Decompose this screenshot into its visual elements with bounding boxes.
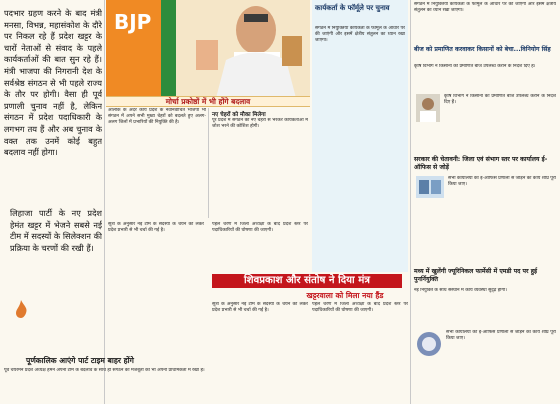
middle-lower-text-2: पहले चरण में जिला अध्यक्षों के बाद प्रदेश स्तर पर पदाधिकारियों की घोषणा की जाएगी। — [312, 302, 408, 314]
right-body-a: संगठन में नियुक्तियां कार्यकर्ता के फॉर्मूले के आधार पर की जाएंगी और इसमें क्षेत्रीय संतुलन का ध्यान रखा जाएगा। — [315, 26, 405, 44]
middle-inner-divider — [208, 108, 209, 218]
lead-photo — [106, 0, 310, 98]
right-head-a: कार्यकर्ता के फॉर्मूले पर चुनाव — [315, 4, 390, 12]
left-lead-text-2: लिहाजा पार्टी के नए प्रदेश हेमंत खट्टर में भेजने सबसे नई टीम में सदस्यों के सिलेक्शन की प्रक्रिया के चरणों की रखी हैं। — [10, 208, 102, 290]
flame-icon — [14, 300, 28, 318]
middle-body-b: पूरे प्रदेश में संगठन को नए चेहरों से भरकर कार्यकर्ताओं में जोश भरने की कोशिश होगी। — [212, 118, 308, 130]
middle-banner: शिवप्रकाश और संतोष ने दिया मंत्र — [212, 274, 402, 288]
far-right-head-d: मध्य में खुलेंगी ज्यूरिनिकल फार्मेसी में एमडी पद पर हुई पुनर्नियुक्ति — [414, 268, 538, 283]
far-right-body-b: कृषि विभाग ने किसानों को प्रमाणित बीज उपलब्ध कराने के निर्देश दिए हैं। — [414, 64, 536, 69]
party-logo-text: BJP — [114, 10, 152, 34]
far-right-body-c: सभी कार्यालयों को ई-ऑफिस प्रणाली से जोड़ने का कार्य शीघ्र पूरा किया जाए। — [448, 176, 556, 188]
left-lead-text: पदभार ग्रहण करने के बाद मंत्री मनसा, विभन्न, महासंकोश के दौरे पर निकल रहे हैं प्रदेश खट्टर के चारों नेताओं से संवाद के पहले कार्यकर्ताओं की बात सुन रहे हैं। मंत्री भाजपा की निगरानी देश के सर्वश्रेष्ठ संगठन से भी पहले राज्य के तौर पर होगी। वैसा ही पूर्व प्रणाली चुनाव नहीं है, लेकिन संगठन में प्रदेश पदाधिकारी के लगभग तय हैं और अब चुनाव के वक्त तक उनमें कोई बहुत बदलाव नहीं होगा। — [4, 8, 102, 158]
office-photo — [416, 176, 444, 198]
middle-body-a: आलोक के अंदर कार्य प्रदेश के नवनिर्वाचित भाजपा भी संगठन में अपने सभी मुख्य चेहरों को बदलते हुए अलग-अलग जिलों में प्रभारियों की नियुक्ति की है। — [108, 108, 206, 126]
left-bottom-text: पूर्व चेयरमैन प्रदेश अध्यक्ष हमने अपनी टीम के बदलाव के साथ ही संगठन की मजबूती को भी अपनी प्राथमिकता में रखा है। — [4, 368, 205, 373]
middle-sub-banner: खट्टरवाला को मिला नया हैंड — [306, 291, 384, 300]
right-divider — [410, 0, 411, 404]
far-right-head-b: बीज को प्रमाणित करवाकर किसानों को बेचा...विनियोग सिंह — [414, 46, 551, 53]
middle-body-c: सूत्रों के अनुसार नई टीम के सदस्यों के चयन को लेकर प्रदेश प्रभारी से भी चर्चा की गई है। — [108, 222, 204, 234]
portrait-photo — [416, 94, 440, 122]
emblem-photo — [416, 330, 442, 358]
middle-subhead: नए चेहरों को मौका मिलेगा — [212, 112, 266, 118]
far-right-body-d: नई नियुक्ति के साथ संस्थान में कार्य व्यवस्था सुदृढ़ होगी। — [414, 288, 507, 293]
far-right-body-b2: कृषि विभाग ने किसानों को प्रमाणित बीज उपलब्ध कराने के निर्देश दिए हैं। — [444, 94, 556, 106]
photo-caption: मोर्चा प्रकोष्ठों में भी होंगे बदलाव — [106, 96, 310, 107]
middle-body-d: पहले चरण में जिला अध्यक्षों के बाद प्रदेश स्तर पर पदाधिकारियों की घोषणा की जाएगी। — [212, 222, 308, 234]
far-right-body-d2: सभी कार्यालयों को ई-ऑफिस प्रणाली से जोड़ने का कार्य शीघ्र पूरा किया जाए। — [446, 330, 556, 342]
far-right-intro: संगठन में नियुक्तियां कार्यकर्ता के फॉर्मूले के आधार पर की जाएंगी और इसमें क्षेत्रीय संतुलन का ध्यान रखा जाएगा। — [414, 2, 556, 14]
middle-lower-text: सूत्रों के अनुसार नई टीम के सदस्यों के चयन को लेकर प्रदेश प्रभारी से भी चर्चा की गई है। — [212, 302, 308, 314]
left-divider — [104, 0, 105, 404]
far-right-head-c: सरकार की चेतावनी: जिला एवं संभाग स्तर पर कार्यालय ई-ऑफिस से जोड़ें — [414, 156, 548, 171]
left-bottom-headline: पूर्णकालिक आएंगे पार्ट टाइम बाहर होंगे — [26, 356, 134, 365]
